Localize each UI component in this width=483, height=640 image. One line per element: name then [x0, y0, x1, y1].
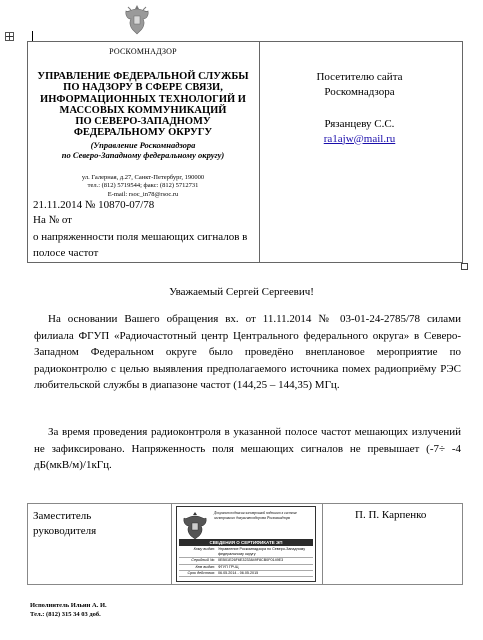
recipient-name: Рязанцеву С.С.: [324, 118, 395, 130]
body-paragraph-1: На основании Вашего обращения вх. от 11.11.2014 № 03-01-24-2785/78 силами филиала ФГУП «Радиочастотный центр Центрального федерального округа» в Северо-Западном Федеральном округе было проведёно внеплановое мероприятие по радиоконтролю с целью выявления предполагаемого источника помех радиоприёму РЭС любительской службы в диапазоне частот (144,25 – 144,35) МГц.: [34, 313, 461, 391]
executor-name: Исполнитель Ильин А. И.: [30, 602, 107, 609]
reference-line: На № от: [33, 214, 72, 226]
agency-abbreviation: (Управление Роскомнадзора по Северо-Западному федеральному округу): [61, 139, 225, 160]
recipient-block: [262, 70, 457, 146]
agency-short-name: РОСКОМНАДЗОР: [109, 47, 177, 56]
recipient-line-1: Посетителю сайта: [316, 71, 403, 83]
stamp-title: СВЕДЕНИЯ О СЕРТИФИКАТЕ ЭП: [179, 539, 313, 546]
salutation: Уважаемый Сергей Сергеевич!: [169, 286, 314, 298]
body-paragraph-2: За время проведения радиоконтроля в указанной полосе частот мешающих излучений не зафиксировано. Напряженность поля мешающих сигналов не превышает (-7÷ -4 дБ(мкВ/м)/1кГц.: [34, 426, 461, 471]
table-resize-handle[interactable]: [461, 263, 468, 270]
table-move-handle[interactable]: [5, 32, 14, 41]
state-emblem-icon: [122, 3, 152, 37]
electronic-signature-stamp: [176, 506, 316, 582]
letter-subject: о напряженности поля мешающих сигналов в полосе частот: [33, 231, 248, 259]
stamp-row: Срок действия: 06.05.2014 - 06.05.2015: [179, 571, 313, 577]
stamp-row: Кому выдан: Управление Роскомнадзора по Северо-Западному федеральному округу: [179, 547, 313, 558]
stamp-row: Серийный №: 0EB01E26F6E3233849F8CB0F0149E3: [179, 558, 313, 564]
stamp-emblem-icon: [181, 511, 209, 541]
recipient-email-link[interactable]: ra1ajw@mail.ru: [323, 132, 396, 145]
stamp-row: Кем выдан: ФГУП ГРЧЦ: [179, 565, 313, 571]
document-date-number: 21.11.2014 № 10870-07/78: [33, 199, 155, 211]
signer-name: П. П. Карпенко: [355, 509, 427, 521]
executor-info: [30, 602, 107, 619]
recipient-line-2: Роскомнадзора: [324, 85, 395, 98]
stamp-details: [179, 547, 313, 577]
agency-address: ул. Галерная, д.27, Санкт-Петербург, 190000 тел.: (812) 5719544; факс: (812) 5712731 E-mail: rsoc_in78@rsoc.ru: [81, 173, 205, 198]
sender-block: [30, 44, 256, 199]
signer-position: Заместитель руководителя: [33, 510, 97, 537]
agency-full-name: УПРАВЛЕНИЕ ФЕДЕРАЛЬНОЙ СЛУЖБЫ ПО НАДЗОРУ В СФЕРЕ СВЯЗИ, ИНФОРМАЦИОННЫХ ТЕХНОЛОГИЙ И МАССОВЫХ КОММУНИКАЦИЙ ПО СЕВЕРО-ЗАПАДНОМУ ФЕДЕРАЛЬНОМУ ОКРУГУ: [37, 71, 249, 139]
header-table-divider: [259, 41, 260, 263]
stamp-note: Документ подписан электронной подписью в системе электронного документооборота Роскомнадзора: [214, 511, 298, 520]
signature-divider-2: [322, 503, 323, 585]
signature-divider-1: [171, 503, 172, 585]
executor-phone: Тел.: (812) 315 34 03 доб.: [30, 610, 101, 618]
